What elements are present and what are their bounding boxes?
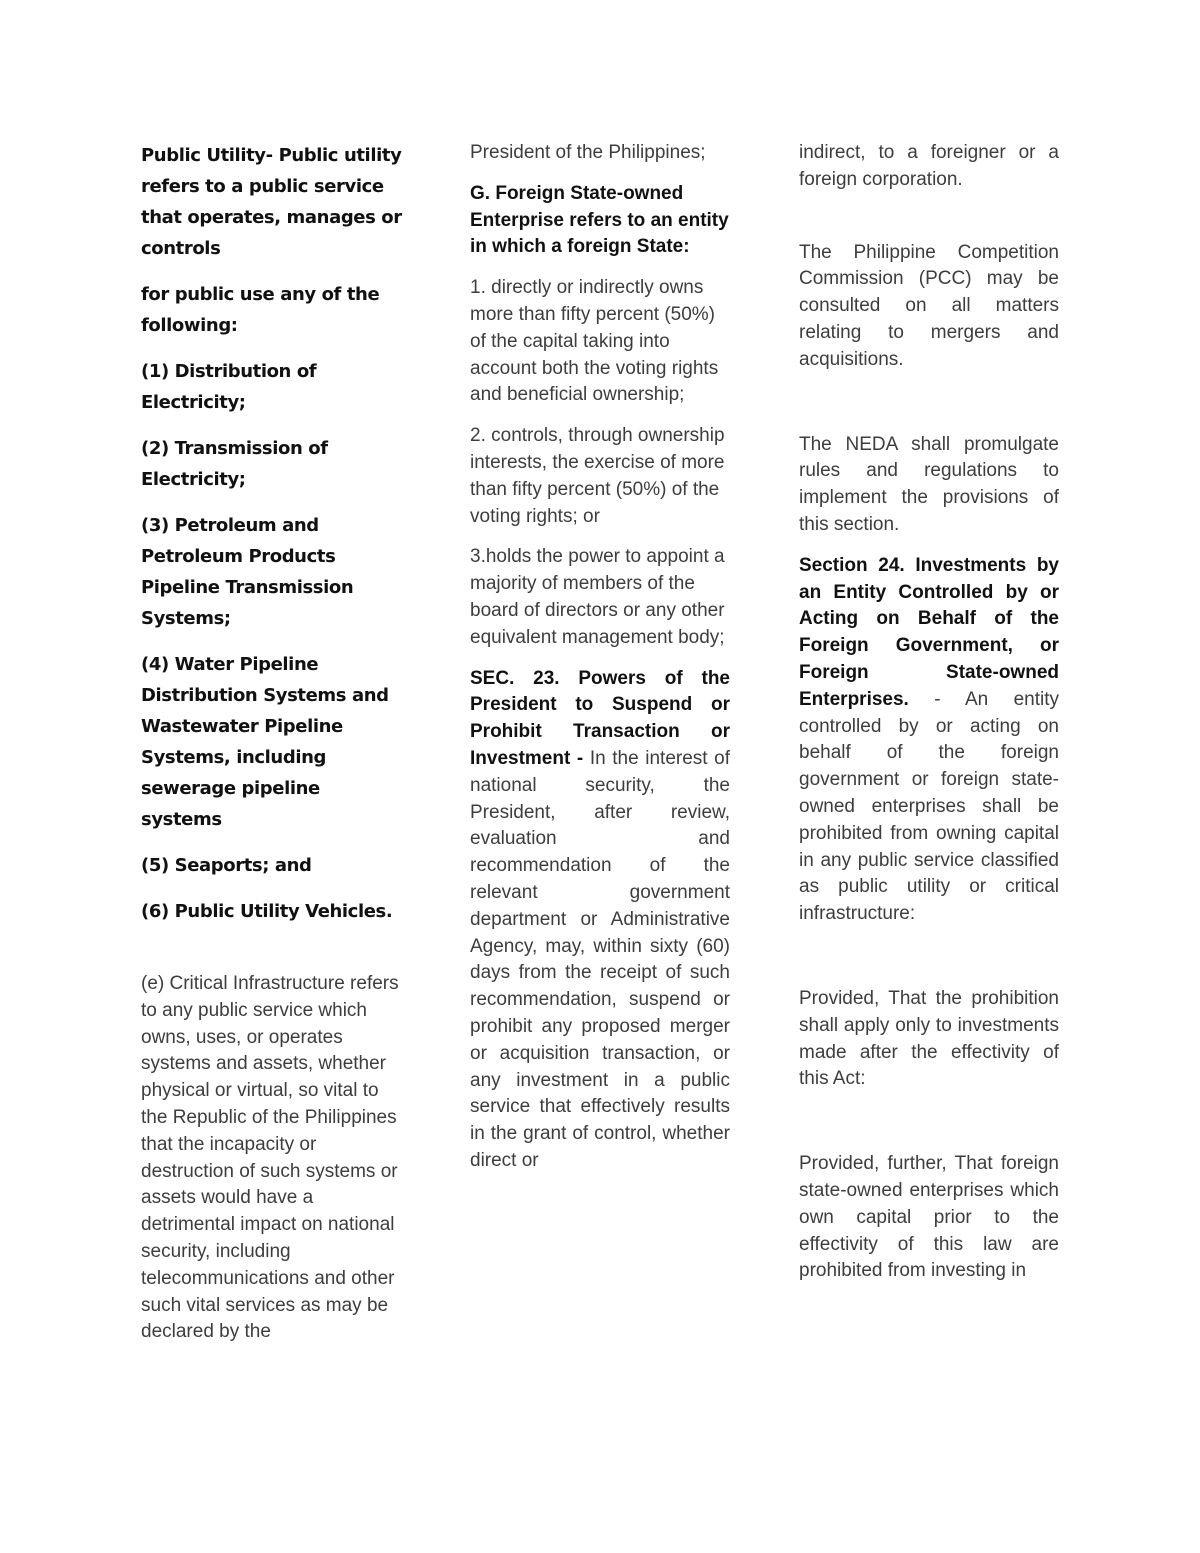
proviso-paragraph: Provided, That the prohibition shall apply only to investments made after the effectivity of this Act: bbox=[799, 987, 1059, 1090]
list-item: 2. controls, through ownership interests, the exercise of more than fifty percent (50%) of the voting rights; or bbox=[470, 425, 725, 527]
foreign-soe-heading: G. Foreign State-owned Enterprise refers to an entity in which a foreign State: bbox=[470, 182, 729, 258]
neda-paragraph: The NEDA shall promulgate rules and regulations to implement the provisions of this section. bbox=[799, 433, 1059, 535]
list-item: 3.holds the power to appoint a majority of members of the board of directors or any other equivalent management body; bbox=[470, 546, 725, 648]
section-24-heading: Section 24. Investments by an Entity Controlled by or Acting on Behalf of the Foreign Government, or Foreign State-owned Enterprises. bbox=[799, 554, 1059, 710]
section-23-body: In the interest of national security, the President, after review, evaluation and recommendation of the relevant government department or Administrative Agency, may, within sixty (60) days from the receipt of such recommendation, suspend or prohibit any proposed merger or acquisition transaction, or any investment in a public service that effectively results in the grant of control, whether direct or bbox=[470, 747, 731, 1171]
proviso-further-paragraph: Provided, further, That foreign state-owned enterprises which own capital prior to the effectivity of this law are prohibited from investing in bbox=[799, 1153, 1059, 1282]
section-23-heading: SEC. 23. Powers of the President to Suspend or Prohibit Transaction or Investment - bbox=[470, 667, 730, 769]
column-3 bbox=[799, 140, 1059, 1299]
critical-infrastructure-definition: (e) Critical Infrastructure refers to any public service which owns, uses, or operates systems and assets, whether physical or virtual, so vital to the Republic of the Philippines that the incapacity or destruction of such systems or assets would have a detrimental impact on national security, including telecommunications and other such vital services as may be declared by the bbox=[141, 973, 399, 1343]
list-item: 1. directly or indirectly owns more than fifty percent (50%) of the capital taking into account both the voting rights and beneficial ownership; bbox=[470, 277, 719, 406]
pcc-paragraph: The Philippine Competition Commission (PCC) may be consulted on all matters relating to mergers and acquisitions. bbox=[799, 241, 1059, 370]
public-utility-definition: Public Utility- Public utility refers to a public service that operates, manages or controls bbox=[141, 145, 402, 259]
list-item: (1) Distribution of Electricity; bbox=[141, 361, 317, 413]
list-item: (4) Water Pipeline Distribution Systems and Wastewater Pipeline Systems, including sewerage pipeline systems bbox=[141, 654, 389, 830]
column-3-continuation: indirect, to a foreigner or a foreign corporation. bbox=[799, 142, 1059, 190]
list-item: (6) Public Utility Vehicles. bbox=[141, 901, 393, 922]
list-item: (2) Transmission of Electricity; bbox=[141, 438, 328, 490]
section-24 bbox=[799, 553, 1059, 928]
section-24-body: - An entity controlled by or acting on behalf of the foreign government or foreign state-owned enterprises shall be prohibited from owning capital in any public service classified as public utility or critical infrastructure: bbox=[799, 688, 1059, 925]
column-1 bbox=[141, 140, 403, 1360]
column-2 bbox=[470, 140, 730, 1189]
list-item: (5) Seaports; and bbox=[141, 855, 312, 876]
list-item: (3) Petroleum and Petroleum Products Pipeline Transmission Systems; bbox=[141, 515, 354, 629]
president-continuation: President of the Philippines; bbox=[470, 142, 706, 163]
section-23 bbox=[470, 666, 730, 1175]
public-use-intro: for public use any of the following: bbox=[141, 284, 380, 336]
